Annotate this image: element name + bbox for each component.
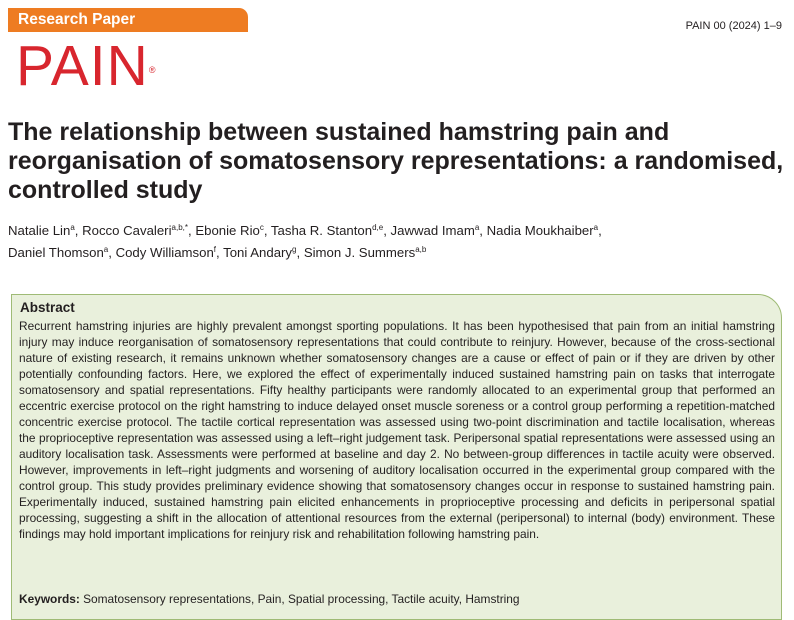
keywords-list: Somatosensory representations, Pain, Spatial processing, Tactile acuity, Hamstring [83, 592, 520, 606]
author-name: Rocco Cavaleri [82, 223, 172, 238]
author-affiliation: a [103, 245, 109, 254]
author-name: Ebonie Rio [195, 223, 260, 238]
author-affiliation: c [259, 223, 264, 232]
registered-mark: ® [148, 65, 156, 75]
keywords-line [19, 592, 520, 606]
author-affiliation: d,e [372, 223, 384, 232]
article-title: The relationship between sustained hamstring pain and reorganisation of somatosensory representations: a randomised, controlled study [8, 118, 784, 204]
abstract-heading: Abstract [20, 300, 75, 315]
author-name: Natalie Lin [8, 223, 71, 238]
abstract-box [11, 294, 782, 620]
author-name: Simon J. Summers [303, 245, 416, 260]
author-affiliation: g [292, 245, 297, 254]
author-name: Cody Williamson [115, 245, 214, 260]
journal-logo [16, 34, 156, 98]
author-name: Toni Andary [223, 245, 293, 260]
author-name: Jawwad Imam [390, 223, 475, 238]
abstract-text: Recurrent hamstring injuries are highly prevalent amongst sporting populations. It has been hypothesised that pain from an initial hamstring injury may induce reorganisation of somatosensory representations that could contribute to reinjury. However, because of the cross-sectional nature of existing research, it remains unknown whether somatosensory changes are a cause or effect of pain or if they are driven by other potentially confounding factors. Here, we explored the effect of experimentally induced sustained hamstring pain on tasks that interrogate somatosensory and spatial representations. Fifty healthy participants were randomly allocated to an experimental group that performed an eccentric exercise protocol on the right hamstring to induce delayed onset muscle soreness or a control group performing a repetition-matched concentric exercise protocol. The tactile cortical representation was assessed using two-point discrimination and tactile localisation, whereas the proprioceptive representation was assessed using a left–right judgement task. Peripersonal spatial representations were assessed using an auditory localisation task. Assessments were performed at baseline and day 2. No between-group differences in tactile acuity were observed. However, improvements in left–right judgments and worsening of auditory localisation occurred in the experimental group compared with the control group. This study provides preliminary evidence showing that somatosensory changes occur in response to sustained hamstring pain. Experimentally induced, sustained hamstring pain elicited enhancements in proprioceptive processing and deficits in peripersonal spatial processing, suggesting a shift in the allocation of attentional resources from the external (peripersonal) to internal (body) environment. These findings may hold important implications for reinjury risk and rehabilitation following hamstring pain. [19, 319, 775, 541]
author-affiliation: a [70, 223, 75, 232]
author-name: Daniel Thomson [8, 245, 104, 260]
author-affiliation: a,b [415, 245, 427, 254]
author-affiliation: f [213, 245, 217, 254]
author-affiliation: a,b,* [171, 223, 188, 232]
author-name: Nadia Moukhaiber [486, 223, 594, 238]
keywords-label: Keywords: [19, 592, 80, 606]
section-label: Research Paper [18, 11, 136, 28]
author-affiliation: a [593, 223, 599, 232]
author-list: Natalie Lin$^a$, Rocco Cavaleri$^{a,b,*}$, Ebonie Rio$^c$, Tasha R. Stanton$^{d,e}$, Jawwad Imam$^a$, Nadia Moukhaiber$^a$, Daniel Thomson$^a$, Cody Williamson$^f$, Toni Andary$^g$, Simon J. Summers$^{a,b}$ [8, 223, 602, 260]
journal-citation: PAIN 00 (2024) 1–9 [685, 20, 782, 32]
author-affiliation: a [474, 223, 480, 232]
author-name: Tasha R. Stanton [270, 223, 373, 238]
journal-logo-text: PAIN [16, 34, 149, 98]
section-label-tab [8, 8, 248, 32]
